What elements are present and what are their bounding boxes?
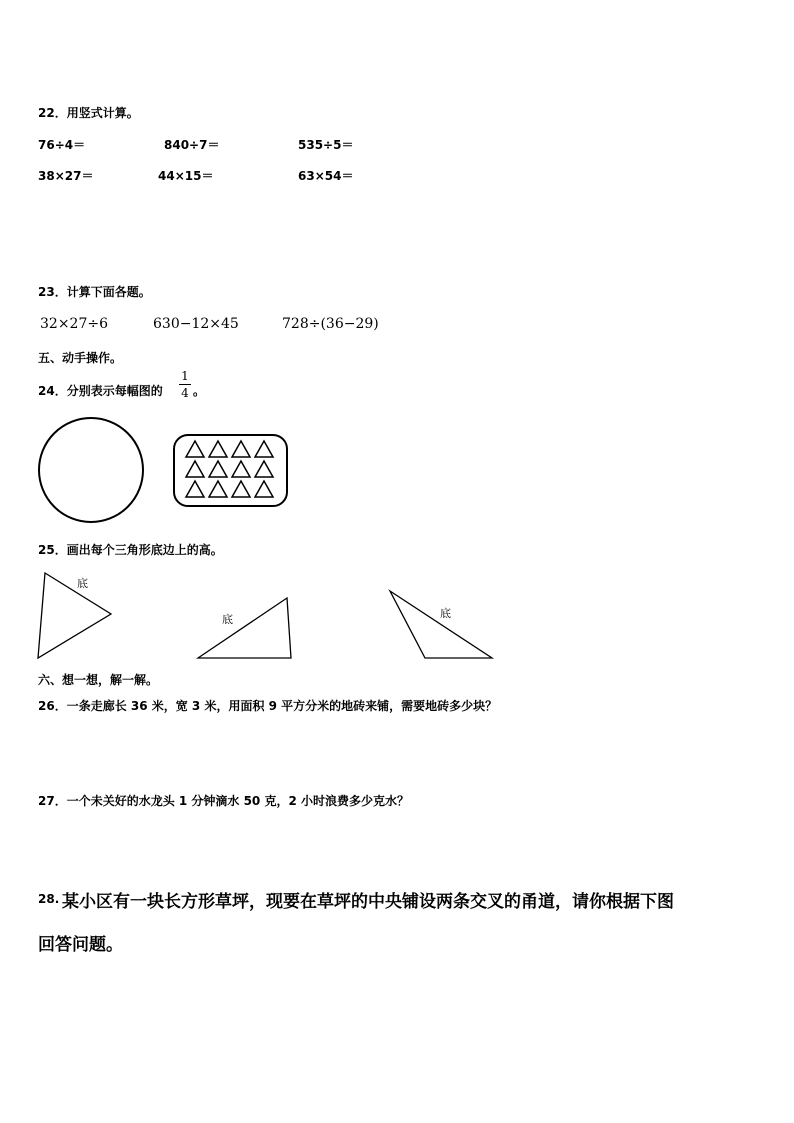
q22-item-3: 535÷5＝: [298, 138, 354, 152]
q28-line-2: 回答问题。: [38, 935, 123, 955]
q23-expr-1: 32×27÷6: [40, 316, 108, 332]
triangle-2-base-label: 底: [222, 613, 233, 626]
q23-expr-3: 728÷(36−29): [282, 316, 379, 332]
q26-text: 26．一条走廊长 36 米，宽 3 米，用面积 9 平方分米的地砖来铺，需要地砖多少块？: [38, 699, 498, 713]
q23-expr-2: 630−12×45: [153, 316, 239, 332]
q22-item-6: 63×54＝: [298, 169, 354, 183]
triangle-3-base-label: 底: [440, 607, 451, 620]
small-triangle: [186, 461, 204, 477]
q22-title: 22．用竖式计算。: [38, 106, 139, 120]
triangle-grid: [186, 441, 273, 497]
q22-item-1: 76÷4＝: [38, 138, 86, 152]
q22-item-5: 44×15＝: [158, 169, 214, 183]
small-triangle: [255, 441, 273, 457]
small-triangle: [255, 461, 273, 477]
fraction-denominator: 4: [181, 386, 189, 400]
q27-text: 27．一个未关好的水龙头 1 分钟滴水 50 克，2 小时浪费多少克水？: [38, 794, 409, 808]
q28-number: 28.: [38, 892, 60, 906]
fraction-numerator: 1: [181, 369, 189, 383]
small-triangle: [186, 441, 204, 457]
q23-title: 23．计算下面各题。: [38, 285, 151, 299]
q25-title: 25．画出每个三角形底边上的高。: [38, 543, 223, 557]
q24-tail: 。: [193, 384, 206, 398]
circle-figure: [39, 418, 143, 522]
small-triangle: [232, 481, 250, 497]
q28-line-1: 某小区有一块长方形草坪，现要在草坪的中央铺设两条交叉的甬道，请你根据下图: [62, 892, 674, 912]
small-triangle: [209, 461, 227, 477]
triangle-3: [390, 591, 492, 658]
small-triangle: [209, 441, 227, 457]
small-triangle: [232, 441, 250, 457]
q22-item-2: 840÷7＝: [164, 138, 220, 152]
triangle-2: [198, 598, 291, 658]
triangle-1-base-label: 底: [77, 577, 88, 590]
q24-title: 24．分别表示每幅图的: [38, 384, 163, 398]
small-triangle: [209, 481, 227, 497]
q22-item-4: 38×27＝: [38, 169, 94, 183]
section-6-heading: 六、想一想，解一解。: [38, 673, 159, 687]
small-triangle: [186, 481, 204, 497]
small-triangle: [255, 481, 273, 497]
triangle-1: [38, 573, 111, 658]
section-5-heading: 五、动手操作。: [38, 351, 123, 365]
small-triangle: [232, 461, 250, 477]
